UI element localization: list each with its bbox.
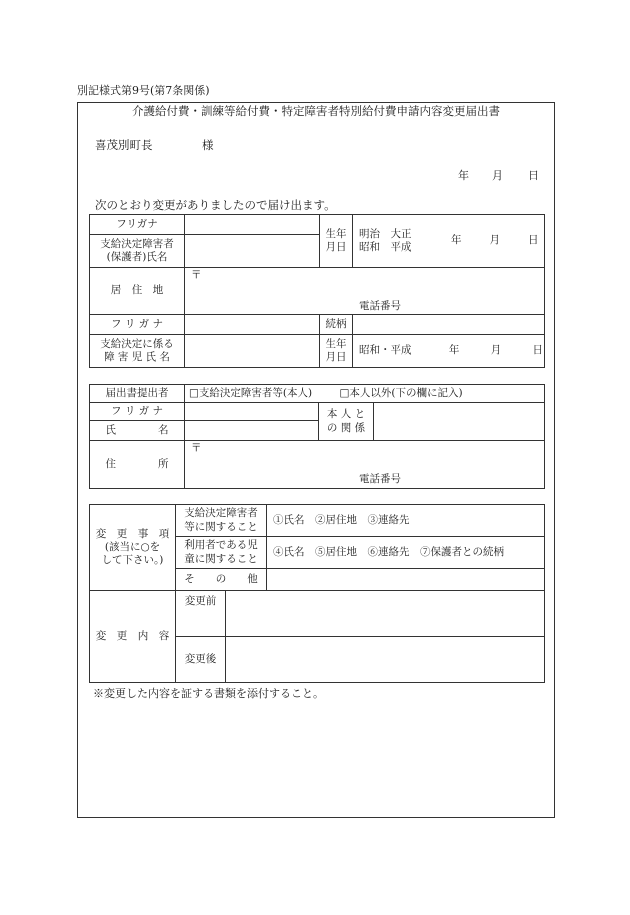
option-other-checkbox[interactable]: □本人以外(下の欄に記入) [339,386,463,399]
submitter-furigana-field[interactable] [185,403,319,421]
submitter-furigana-label: フ リ ガ ナ [90,403,185,421]
birth-day-label: 日 [528,234,539,247]
submitter-label: 届出書提出者 [90,385,185,403]
child-furigana-field[interactable] [185,315,320,335]
postal-mark: 〒 [191,269,202,281]
category-recipient-options[interactable]: ①氏名 ②居住地 ③連絡先 [267,505,545,537]
form-title: 介護給付費・訓練等給付費・特定障害者特別給付費申請内容変更届出書 [132,104,500,118]
recipient-table [89,214,545,368]
submitter-name-field[interactable] [185,421,319,441]
before-field[interactable] [226,591,545,637]
relation-label: 続柄 [320,315,353,335]
date-month-label: 月 [492,169,503,182]
submitter-phone-label: 電話番号 [359,473,401,485]
category-child-label: 利用者である児 童に関すること [176,537,267,569]
form-number: 別記様式第9号(第7条関係) [77,84,210,97]
era-line1: 明治 大正 [359,227,412,240]
recipient-name-label: 支給決定障害者 (保護者)氏名 [90,235,185,268]
change-content-label: 変 更 内 容 [90,591,176,683]
category-recipient-label: 支給決定障害者 等に関すること [176,505,267,537]
attachment-note: ※変更した内容を証する書類を添付すること。 [93,687,324,700]
option-self-checkbox[interactable]: □支給決定障害者等(本人) [189,386,313,399]
child-month-label: 月 [490,344,502,357]
date-year-label: 年 [458,169,469,182]
category-other-label: そ の 他 [176,569,267,591]
category-child-options[interactable]: ④氏名 ⑤居住地 ⑥連絡先 ⑦保護者との続柄 [267,537,545,569]
birth-month-label: 月 [489,234,500,247]
era-line2: 昭和 平成 [359,241,412,253]
child-furigana-label: フ リ ガ ナ [90,315,185,335]
submitter-table [89,384,545,489]
submitter-options [185,385,545,403]
child-year-label: 年 [448,344,460,357]
submitter-address-field[interactable] [185,441,545,489]
relationship-field[interactable] [374,403,545,441]
change-items-label: 変 更 事 項 (該当に○を して下さい。) [90,505,176,591]
after-label: 変更後 [176,637,226,683]
submitter-name-label: 氏 名 [90,421,185,441]
child-name-label: 支給決定に係る 障 害 児 氏 名 [90,335,185,368]
relationship-label: 本 人 と の 関 係 [319,403,374,441]
change-table [89,504,545,683]
relation-field[interactable] [353,315,545,335]
birthdate-label: 生年 月日 [320,215,353,268]
honorific: 様 [202,138,214,152]
child-birthdate-field[interactable] [353,335,545,368]
recipient-name-field[interactable] [185,235,320,268]
intro-text: 次のとおり変更がありましたので届け出ます。 [95,198,336,212]
child-day-label: 日 [532,344,544,357]
submitter-postal-mark: 〒 [191,442,202,454]
child-name-field[interactable] [185,335,320,368]
after-field[interactable] [226,637,545,683]
birthdate-field[interactable] [353,215,545,268]
category-other-field[interactable] [267,569,545,591]
birth-year-label: 年 [451,234,462,247]
recipient-furigana-field[interactable] [185,215,320,235]
residence-label: 居 住 地 [90,268,185,315]
before-label: 変更前 [176,591,226,637]
addressee: 喜茂別町長 [95,138,153,152]
furigana-label: フリガナ [90,215,185,235]
child-era: 昭和・平成 [359,344,412,357]
child-birthdate-label: 生年 月日 [320,335,353,368]
submitter-address-label: 住 所 [90,441,185,489]
residence-field[interactable] [185,268,545,315]
phone-label: 電話番号 [359,300,401,312]
date-day-label: 日 [528,169,539,182]
